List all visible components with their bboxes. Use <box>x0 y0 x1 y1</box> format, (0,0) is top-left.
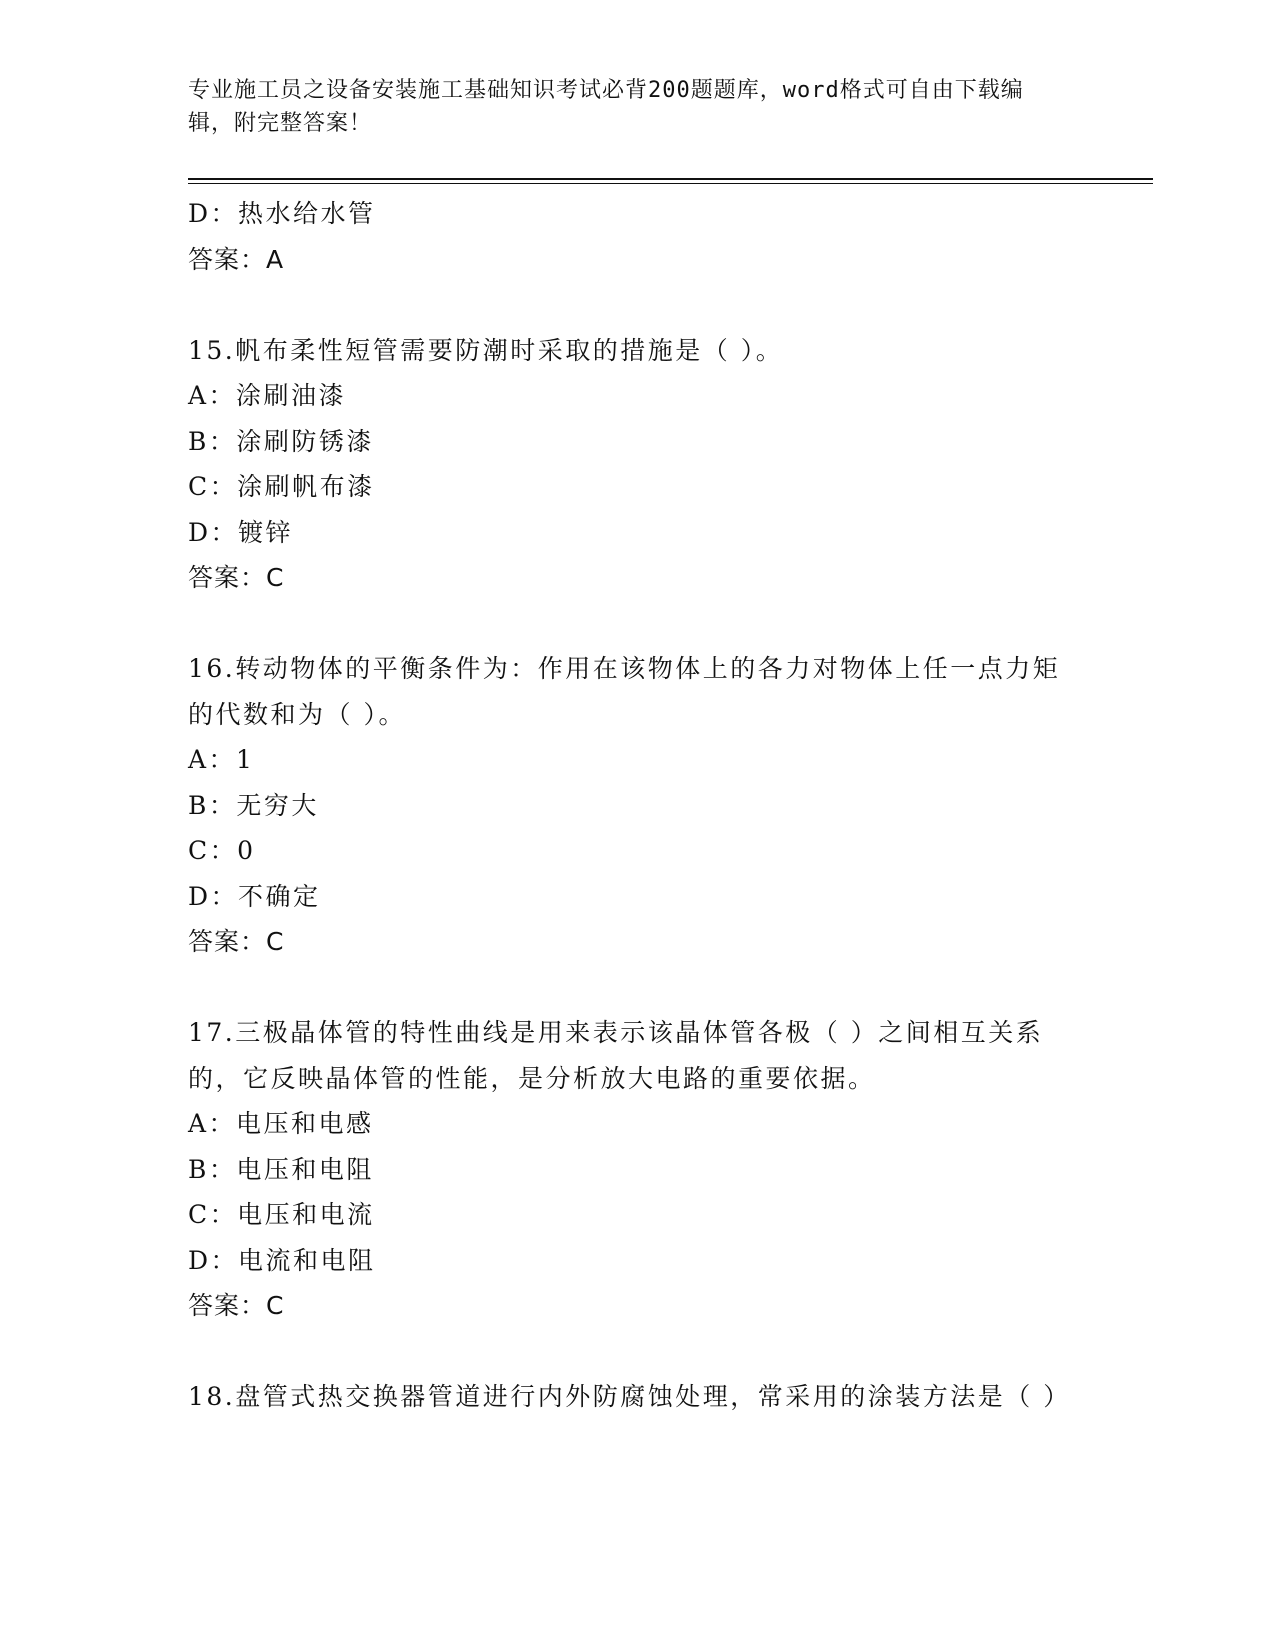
question-16 <box>188 646 1068 965</box>
question-18 <box>188 1374 1071 1420</box>
question-15 <box>188 328 1068 601</box>
answer: 答案：C <box>188 927 285 956</box>
answer: 答案：C <box>188 1291 285 1320</box>
question-text: 17.三极晶体管的特性曲线是用来表示该晶体管各极（ ）之间相互关系的，它反映晶体管的性能，是分析放大电路的重要依据。 <box>188 1018 1044 1093</box>
option-b: B：电压和电阻 <box>188 1154 374 1184</box>
page-header: 专业施工员之设备安装施工基础知识考试必背200题题库，word格式可自由下载编辑，附完整答案！ <box>188 78 1024 136</box>
prev-option-d: D：热水给水管 <box>188 199 376 228</box>
question-list <box>188 191 1071 1420</box>
question-text: 16.转动物体的平衡条件为：作用在该物体上的各力对物体上任一点力矩的代数和为（ ）。 <box>188 654 1061 729</box>
spacer <box>188 282 1068 328</box>
option-a: A：涂刷油漆 <box>188 381 347 410</box>
spacer <box>188 965 1068 1011</box>
option-b: B：无穷大 <box>188 790 319 820</box>
option-d: D：不确定 <box>188 881 321 911</box>
question-text: 15.帆布柔性短管需要防潮时采取的措施是（ ）。 <box>188 335 784 365</box>
header-divider-thick <box>188 178 1153 180</box>
option-a: A：电压和电感 <box>188 1109 374 1138</box>
option-d: D：镀锌 <box>188 517 294 547</box>
option-b: B：涂刷防锈漆 <box>188 426 374 456</box>
option-c: C：电压和电流 <box>188 1200 375 1229</box>
spacer <box>188 601 1068 647</box>
question-text: 18.盘管式热交换器管道进行内外防腐蚀处理，常采用的涂装方法是（ ） <box>188 1382 1071 1411</box>
option-d: D：电流和电阻 <box>188 1245 376 1275</box>
option-a: A：1 <box>188 745 255 774</box>
answer: 答案：C <box>188 563 285 592</box>
question-17 <box>188 1010 1068 1329</box>
option-c: C：0 <box>188 836 256 865</box>
header-divider-thin <box>188 183 1153 184</box>
option-c: C：涂刷帆布漆 <box>188 472 375 501</box>
prev-answer: 答案：A <box>188 244 285 274</box>
spacer <box>188 1329 1068 1375</box>
